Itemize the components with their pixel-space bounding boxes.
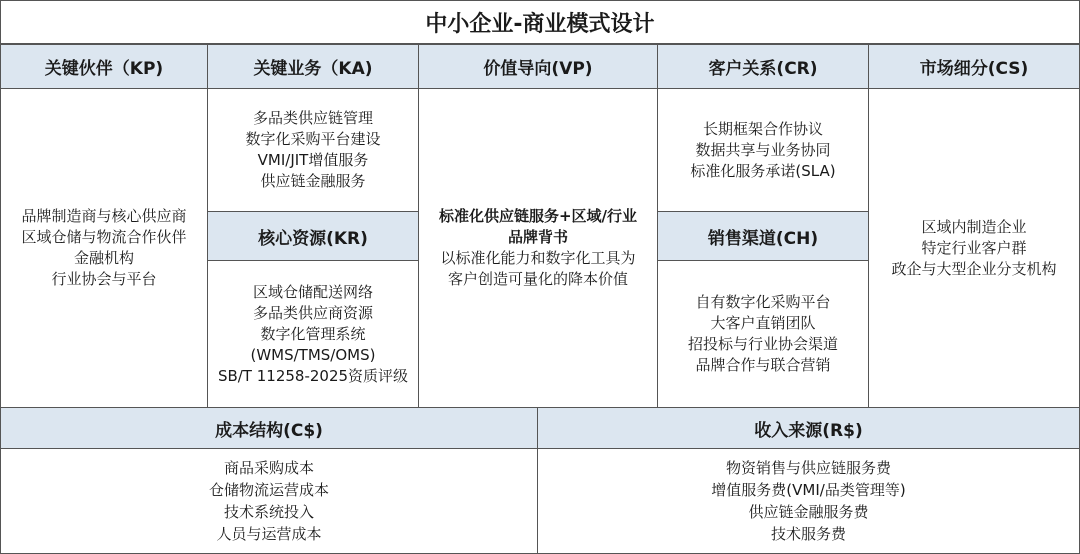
ka-body <box>207 88 419 212</box>
kp-item: 行业协会与平台 <box>51 270 157 288</box>
kp-body <box>0 88 208 408</box>
cost-body <box>0 448 538 554</box>
cost-item: 技术系统投入 <box>223 503 314 521</box>
cs-item: 特定行业客户群 <box>921 238 1027 257</box>
ka-item: VMI/JIT增值服务 <box>257 151 369 169</box>
kp-item: 区域仓储与物流合作伙伴 <box>21 228 187 246</box>
vp-headline: 品牌背书 <box>507 228 568 246</box>
kr-body <box>207 260 419 408</box>
vp-desc: 客户创造可量化的降本价值 <box>447 270 628 288</box>
revenue-body <box>537 448 1080 554</box>
cost-item: 商品采购成本 <box>223 459 314 477</box>
revenue-header: 收入来源(R$) <box>537 407 1080 449</box>
revenue-item: 供应链金融服务费 <box>748 503 869 521</box>
vp-headline: 标准化供应链服务+区域/行业 <box>438 207 638 225</box>
vp-desc: 以标准化能力和数字化工具为 <box>440 249 636 267</box>
cr-item: 数据共享与业务协同 <box>695 140 831 159</box>
kr-item: (WMS/TMS/OMS) <box>250 345 376 364</box>
cr-item: 长期框架合作协议 <box>702 119 823 138</box>
kr-header: 核心资源(KR) <box>207 211 419 261</box>
cr-item: 标准化服务承诺(SLA) <box>690 161 836 180</box>
revenue-item: 物资销售与供应链服务费 <box>725 459 891 477</box>
cs-body <box>868 88 1080 408</box>
ch-item: 自有数字化采购平台 <box>695 293 831 311</box>
kp-item: 品牌制造商与核心供应商 <box>21 207 187 225</box>
ch-item: 大客户直销团队 <box>710 314 816 332</box>
cost-item: 人员与运营成本 <box>216 525 322 543</box>
ka-item: 多品类供应链管理 <box>252 109 373 127</box>
kr-item: 区域仓储配送网络 <box>252 282 373 301</box>
ch-item: 招投标与行业协会渠道 <box>687 335 838 353</box>
ch-body <box>657 260 869 408</box>
ka-item: 供应链金融服务 <box>260 172 366 190</box>
kr-item: SB/T 11258-2025资质评级 <box>217 366 409 385</box>
ch-item: 品牌合作与联合营销 <box>695 356 831 374</box>
ch-header: 销售渠道(CH) <box>657 211 869 261</box>
cs-header: 市场细分(CS) <box>868 44 1080 89</box>
kr-item: 多品类供应商资源 <box>252 303 373 322</box>
revenue-item: 技术服务费 <box>770 525 846 543</box>
cr-body <box>657 88 869 212</box>
kp-item: 金融机构 <box>73 249 134 267</box>
ka-header: 关键业务（KA) <box>207 44 419 89</box>
revenue-item: 增值服务费(VMI/品类管理等) <box>711 481 906 499</box>
page-title: 中小企业-商业模式设计 <box>0 0 1080 44</box>
cost-header: 成本结构(C$) <box>0 407 538 449</box>
cost-item: 仓储物流运营成本 <box>208 481 329 499</box>
vp-header: 价值导向(VP) <box>418 44 658 89</box>
vp-body <box>418 88 658 408</box>
ka-item: 数字化采购平台建设 <box>245 130 381 148</box>
cs-item: 政企与大型企业分支机构 <box>891 259 1057 278</box>
kp-header: 关键伙伴（KP) <box>0 44 208 89</box>
cs-item: 区域内制造企业 <box>921 217 1027 236</box>
cr-header: 客户关系(CR) <box>657 44 869 89</box>
kr-item: 数字化管理系统 <box>260 324 366 343</box>
